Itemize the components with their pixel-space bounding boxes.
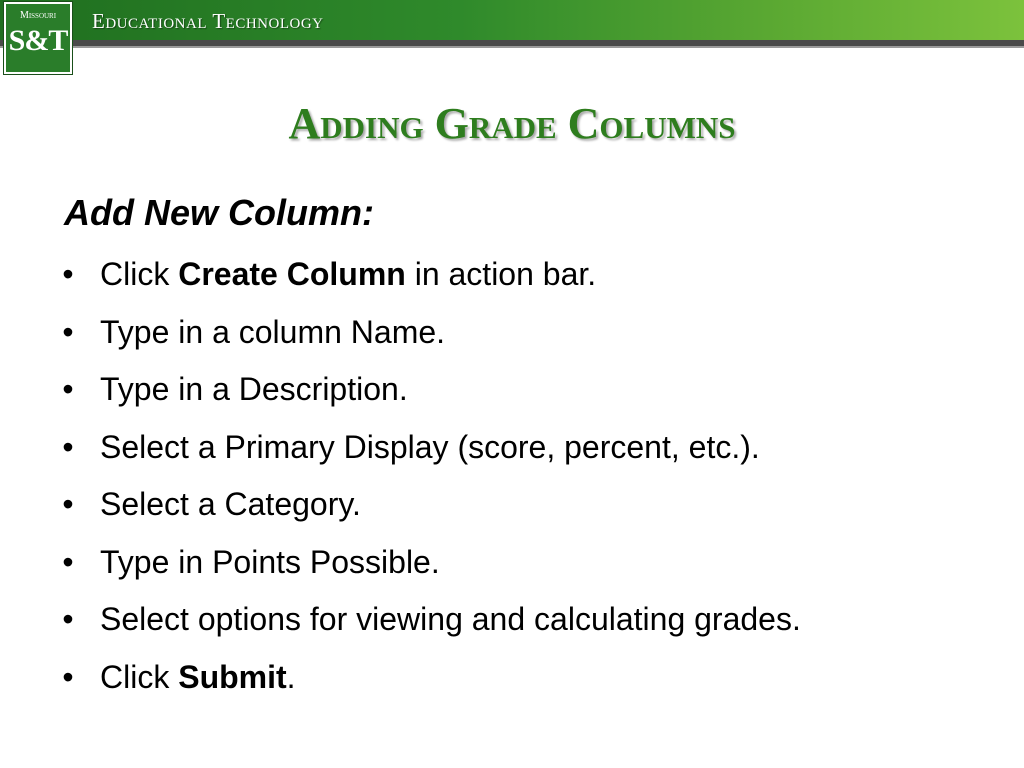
section-subheading: Add New Column: [64,192,374,233]
logo-main-text: S&T [8,24,68,57]
bullet-emphasis: Submit [178,658,287,695]
bullet-marker: • [62,601,74,637]
university-logo [4,2,72,74]
bullet-text: Select options for viewing and calculating grades. [100,601,801,637]
bullet-marker: • [62,371,74,407]
bullet-text: Click [100,658,179,695]
bullet-item [58,482,958,526]
slide-title: Adding Grade Columns [288,99,736,148]
bullet-emphasis: Create Column [178,256,406,292]
bullet-item [58,655,958,699]
bullet-text: Click [100,256,179,292]
bullet-marker: • [62,256,74,292]
bullet-marker: • [62,543,74,580]
header-title: Educational Technology [92,9,324,33]
bullet-text-tail: in action bar. [405,256,597,292]
header-divider-light [0,46,1024,48]
bullet-item [58,540,958,584]
bullet-item [58,252,958,296]
bullet-marker: • [62,428,74,465]
bullet-text: Type in a column Name. [100,313,446,350]
bullet-text: Select a Category. [100,486,361,522]
logo-top-text: Missouri [19,10,57,21]
bullet-marker: • [62,658,74,695]
bullet-marker: • [62,486,74,522]
bullet-text: Select a Primary Display (score, percent, etc.). [100,428,760,465]
bullet-text-tail: . [286,658,296,695]
bullet-marker: • [62,313,74,350]
bullet-item [58,425,958,469]
bullet-text: Type in Points Possible. [100,543,440,580]
bullet-item [58,367,958,411]
bullet-list [58,252,958,712]
bullet-item [58,597,958,641]
bullet-item [58,310,958,354]
bullet-text: Type in a Description. [100,371,408,407]
